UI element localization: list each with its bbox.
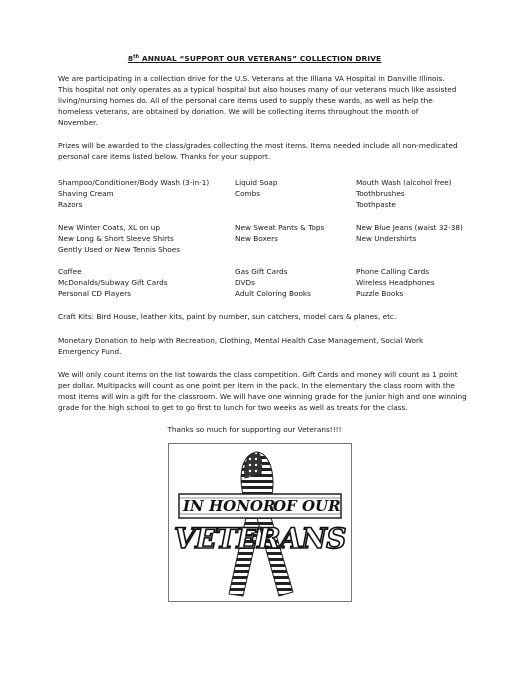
logo-bottom-text: VETERANS <box>173 522 347 555</box>
list-item: Toothbrushes <box>356 189 405 198</box>
list-item: Gently Used or New Tennis Shoes <box>58 245 181 254</box>
document-title <box>0 54 509 63</box>
list-item: Combs <box>235 189 261 198</box>
list-item: Puzzle Books <box>356 289 404 298</box>
list-item: Mouth Wash (alcohol free) <box>356 178 452 187</box>
list-item: DVDs <box>235 278 255 287</box>
list-item: New Winter Coats, XL on up <box>58 223 160 232</box>
item-column-3 <box>356 177 452 210</box>
logo-top-right-text: OF OUR <box>273 497 341 515</box>
list-item: Coffee <box>58 267 82 276</box>
list-item: Liquid Soap <box>235 178 278 187</box>
list-item: Shaving Cream <box>58 189 114 198</box>
rules-paragraph: We will only count items on the list towards the class competition. Gift Cards and money will count as 1 point per dollar. Multipacks will count as one point per item in the pack. In the elementary the class room with the most items will win a gift for the classroom. We will have one winning grade for the junior high and one winning grade for the high school to get to go first to lunch for two weeks as well as treats for the class. <box>58 370 467 412</box>
intro-paragraph: We are participating in a collection drive for the U.S. Veterans at the Illiana VA Hospital in Danville Illinois. This hospital not only operates as a typical hospital but also houses many of our veterans much like assisted living/nursing homes do. All of the personal care items used to supply these wards, as well as help the homeless veterans, are obtained by donation. We will be collecting items throughout the month of November. <box>58 74 457 127</box>
title-ordinal: 8 <box>127 54 134 63</box>
list-item: Toothpaste <box>356 200 396 209</box>
logo-top-left-text: IN HONOR <box>183 497 276 515</box>
item-column-3 <box>356 222 463 244</box>
list-item: New Undershirts <box>356 234 417 243</box>
prizes-paragraph: Prizes will be awarded to the class/grades collecting the most items. Items needed include all non-medicated personal care items listed below. Thanks for your support. <box>58 141 458 161</box>
list-item: Razors <box>58 200 83 209</box>
item-column-1 <box>58 177 209 210</box>
list-item: New Long & Short Sleeve Shirts <box>58 234 174 243</box>
list-item: New Boxers <box>235 234 278 243</box>
list-item: Gas Gift Cards <box>235 267 288 276</box>
thanks-line: Thanks so much for supporting our Veterans!!!! <box>167 425 342 434</box>
list-item: New Blue Jeans (waist 32-38) <box>356 223 463 232</box>
title-ordinal-suffix: th <box>133 54 140 60</box>
list-item: Wireless Headphones <box>356 278 435 287</box>
item-column-2 <box>235 222 324 244</box>
title-text: ANNUAL “SUPPORT OUR VETERANS” COLLECTION DRIVE <box>139 54 382 63</box>
veterans-logo <box>168 443 352 602</box>
list-item: Shampoo/Conditioner/Body Wash (3-in-1) <box>58 178 210 187</box>
list-item: Personal CD Players <box>58 289 131 298</box>
item-column-2 <box>235 177 278 199</box>
ribbon-icon <box>169 444 351 601</box>
monetary-paragraph: Monetary Donation to help with Recreation, Clothing, Mental Health Case Management, Social Work Emergency Fund. <box>58 336 424 356</box>
craft-kits-paragraph: Craft Kits: Bird House, leather kits, paint by number, sun catchers, model cars & planes, etc. <box>58 312 397 321</box>
list-item: Adult Coloring Books <box>235 289 311 298</box>
item-column-1 <box>58 222 180 255</box>
item-column-3 <box>356 266 435 299</box>
list-item: McDonalds/Subway Gift Cards <box>58 278 168 287</box>
list-item: New Sweat Pants & Tops <box>235 223 325 232</box>
list-item: Phone Calling Cards <box>356 267 430 276</box>
item-column-2 <box>235 266 311 299</box>
item-column-1 <box>58 266 168 299</box>
